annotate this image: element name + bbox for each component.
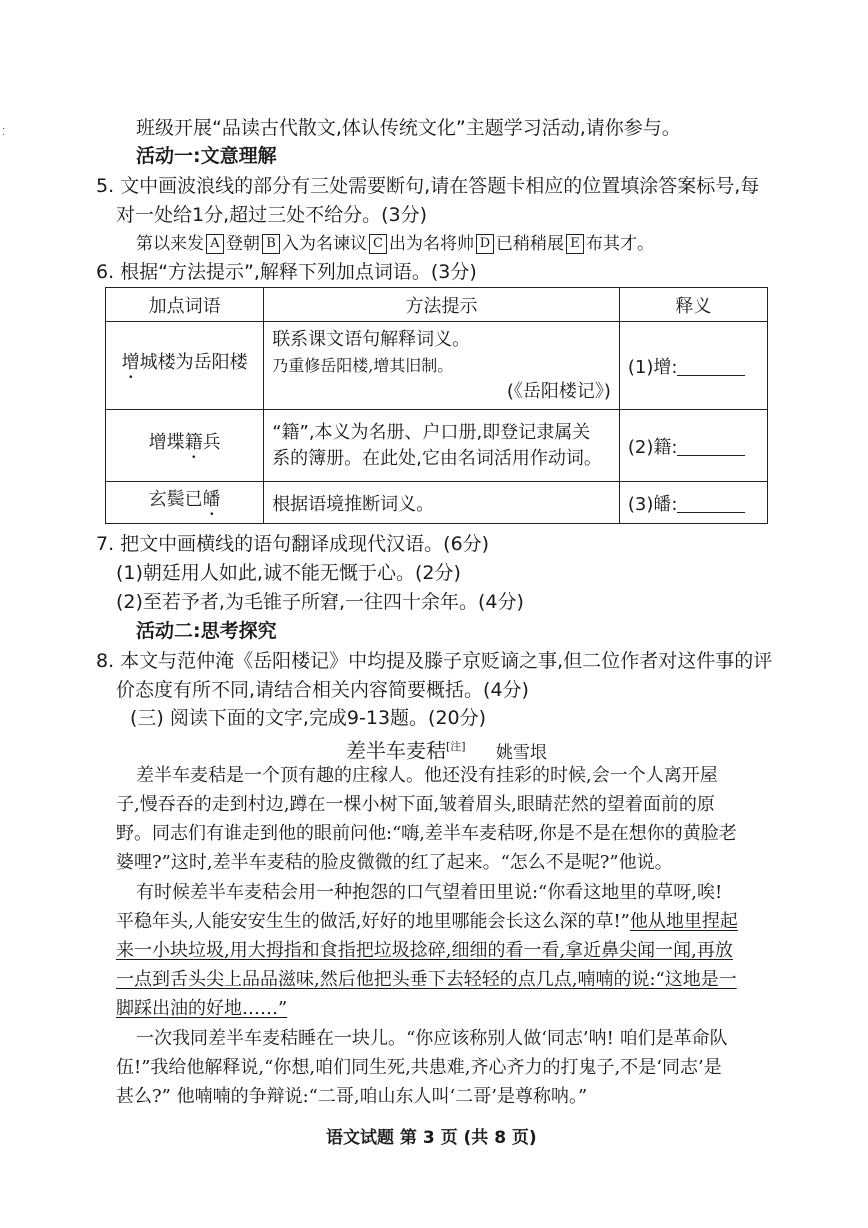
q5-option-box[interactable]: A (206, 234, 224, 254)
story-text: 平稳年头,人能安安生生的做活,好好的地里哪能会长这么深的草!” (116, 911, 630, 932)
q5-line1: 5. 文中画波浪线的部分有三处需要断句,请在答题卡相应的位置填涂答案标号,每 (96, 175, 760, 197)
q5-option-box[interactable]: E (566, 234, 584, 254)
story-title (346, 734, 547, 766)
story-line: 伍!”我给他解释说,“你想,咱们同生死,共患难,齐心齐力的打鬼子,不是‘同志’是 (116, 1057, 722, 1078)
footnote-marker: [注] (446, 740, 466, 753)
q6-stem: 6. 根据“方法提示”,解释下列加点词语。(3分) (96, 261, 477, 283)
hint-line: 根据语境推断词义。 (272, 493, 435, 515)
answer-label: (2)籍: (627, 436, 678, 458)
story-author: 姚雪垠 (495, 742, 547, 763)
story-line: 野。同志们有谁走到他的眼前问他:“嗨,差半车麦秸呀,你是不是在想你的黄脸老 (116, 823, 737, 844)
hint-line: 乃重修岳阳楼,增其旧制。 (272, 355, 454, 375)
row-word (106, 410, 264, 482)
word-part: 玄鬓已 (148, 489, 203, 510)
answer-blank[interactable] (677, 357, 745, 376)
margin-mark: ⁚ (2, 127, 6, 138)
answer-label: (1)增: (627, 356, 678, 378)
table-row (106, 410, 768, 482)
word-part: 兵 (202, 432, 221, 453)
underlined-text: 他从地里捏起 (629, 911, 738, 932)
answer-blank[interactable] (677, 494, 745, 513)
header-word: 加点词语 (106, 288, 264, 322)
story-line: 婆哩?”这时,差半车麦秸的脸皮微微的红了起来。“怎么不是呢?”他说。 (116, 852, 673, 873)
row-hint (264, 482, 620, 524)
dotted-char: 皤 (202, 489, 221, 510)
dotted-char: 增 (121, 352, 140, 373)
q5-option-box[interactable]: B (262, 234, 280, 254)
story-line: 一次我同差半车麦秸睡在一块儿。“你应该称别人做‘同志’呐! 咱们是革命队 (136, 1028, 728, 1049)
q7-sentence-2: (2)至若予者,为毛锥子所窘,一往四十余年。(4分) (116, 591, 524, 613)
q5-segment: 登朝 (226, 234, 260, 254)
q5-segment: 出为名将帅 (389, 234, 474, 254)
intro-text: 班级开展“品读古代散文,体认传统文化”主题学习活动,请你参与。 (136, 117, 681, 139)
story-line: 差半车麦秸是一个顶有趣的庄稼人。他还没有挂彩的时候,会一个人离开屋 (136, 765, 718, 786)
hint-source: (《岳阳楼记》) (506, 380, 611, 402)
dotted-char: 籍 (184, 432, 203, 453)
row-hint (264, 410, 620, 482)
hint-line: 系的簿册。在此处,它由名词活用作动词。 (272, 447, 602, 469)
answer-label: (3)皤: (627, 493, 678, 515)
section-three-heading: (三) 阅读下面的文字,完成9-13题。(20分) (130, 707, 487, 729)
q5-sentence (136, 231, 654, 257)
page-footer: 语文试题 第 3 页 (共 8 页) (326, 1128, 537, 1148)
row-word (106, 482, 264, 524)
hint-line: “籍”,本义为名册、户口册,即登记隶属关 (272, 421, 591, 443)
hint-line: 联系课文语句解释词义。 (272, 328, 471, 350)
q5-segment: 入为名谏议 (282, 234, 367, 254)
story-line: 有时候差半车麦秸会用一种抱怨的口气望着田里说:“你看这地里的草呀,唉! (136, 882, 723, 903)
row-word (106, 322, 264, 410)
activity-two-heading: 活动二:思考探究 (136, 620, 277, 642)
story-line (116, 909, 738, 935)
word-part: 城楼为岳阳楼 (139, 352, 248, 373)
row-answer (619, 410, 767, 482)
row-answer (619, 322, 767, 410)
row-answer (619, 482, 767, 524)
q8-line2: 价态度有所不同,请结合相关内容简要概括。(4分) (116, 679, 529, 701)
q8-line1: 8. 本文与范仲淹《岳阳楼记》中均提及滕子京贬谪之事,但二位作者对这件事的评 (96, 650, 773, 672)
table-header-row (106, 288, 768, 322)
underlined-line: 来一小块垃圾,用大拇指和食指把垃圾捻碎,细细的看一看,拿近鼻尖闻一闻,再放 (116, 940, 733, 961)
row-hint (264, 322, 620, 410)
q5-segment: 已稍稍展 (496, 234, 564, 254)
answer-blank[interactable] (677, 437, 745, 456)
underlined-line: 脚踩出油的好地……” (116, 998, 288, 1019)
q5-segment: 第以来发 (136, 234, 204, 254)
header-hint: 方法提示 (264, 288, 620, 322)
q7-sentence-1: (1)朝廷用人如此,诚不能无慨于心。(2分) (116, 562, 461, 584)
table-row (106, 322, 768, 410)
activity-one-heading: 活动一:文意理解 (136, 145, 277, 167)
word-part: 增堞 (148, 432, 185, 453)
underlined-line: 一点到舌头尖上品品滋味,然后他把头垂下去轻轻的点几点,喃喃的说:“这地是一 (116, 969, 737, 990)
header-meaning: 释义 (619, 288, 767, 322)
q7-stem: 7. 把文中画横线的语句翻译成现代汉语。(6分) (96, 533, 490, 555)
q5-line2: 对一处给1分,超过三处不给分。(3分) (116, 204, 428, 226)
story-line: 子,慢吞吞的走到村边,蹲在一棵小树下面,皱着眉头,眼睛茫然的望着面前的原 (116, 794, 715, 815)
story-title-text: 差半车麦秸 (346, 738, 446, 763)
q6-table (105, 287, 768, 524)
table-row (106, 482, 768, 524)
q5-segment: 布其才。 (586, 234, 654, 254)
q5-option-box[interactable]: D (476, 234, 494, 254)
story-line: 甚么?” 他喃喃的争辩说:“二哥,咱山东人叫‘二哥’是尊称呐。” (116, 1086, 588, 1107)
q5-option-box[interactable]: C (369, 234, 387, 254)
